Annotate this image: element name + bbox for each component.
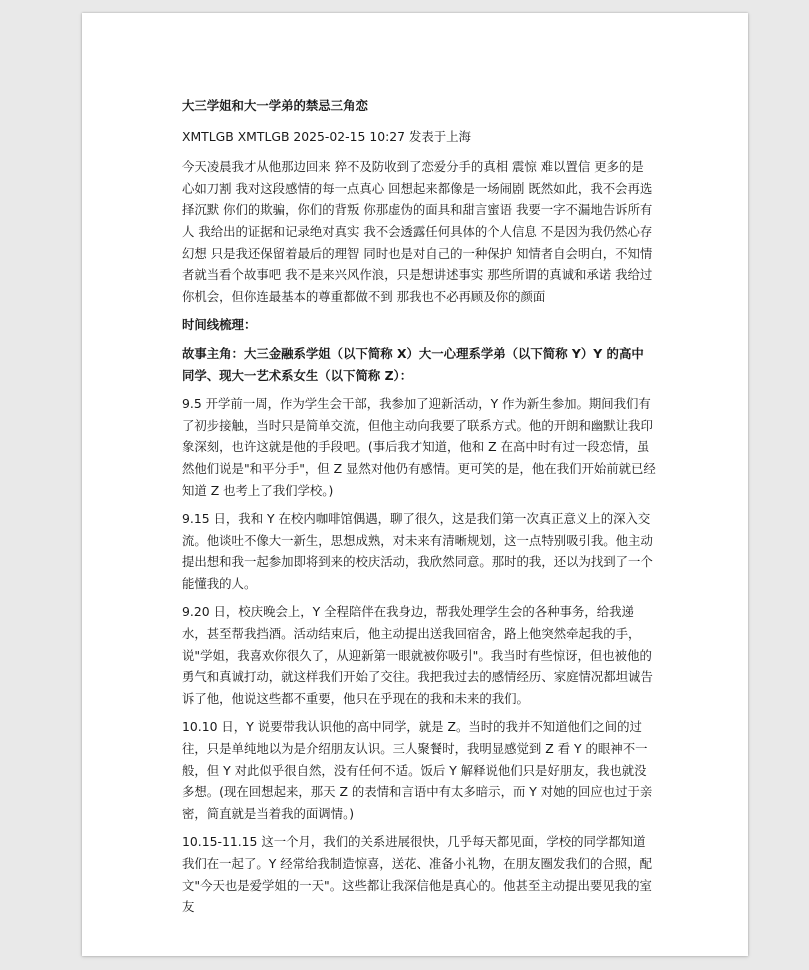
timeline-entry: 10.10 日，Y 说要带我认识他的高中同学，就是 Z。当时的我并不知道他们之间的过往，只是单纯地以为是介绍朋友认识。三人聚餐时，我明显感觉到 Z 看 Y 的眼神不一般，但 Y 对此似乎很自然，没有任何不适。饭后 Y 解释说他们只是好朋友，我也就没多想。(现在回想起来，那天 Z 的表情和言语中有太多暗示，而 Y 对她的回应也过于亲密，简直就是当着我的面调情。) xyxy=(182,719,653,821)
document-body xyxy=(182,95,656,925)
timeline-entry: 9.5 开学前一周，作为学生会干部，我参加了迎新活动，Y 作为新生参加。期间我们有了初步接触，当时只是简单交流，但他主动向我要了联系方式。他的开朗和幽默让我印象深刻，也许这就是他的手段吧。(事后我才知道，他和 Z 在高中时有过一段恋情，虽然他们说是"和平分手"，但 Z 显然对他仍有感情。更可笑的是，他在我们开始前就已经知道 Z 也考上了我们学校。) xyxy=(182,396,656,498)
timeline-entry: 9.20 日，校庆晚会上，Y 全程陪伴在我身边，帮我处理学生会的各种事务，给我递水，甚至帮我挡酒。活动结束后，他主动提出送我回宿舍，路上他突然牵起我的手，说"学姐，我喜欢你很久了，从迎新第一眼就被你吸引"。我当时有些惊讶，但也被他的勇气和真诚打动，就这样我们开始了交往。我把我过去的感情经历、家庭情况都坦诚告诉了他，他说这些都不重要，他只在乎现在的我和未来的我们。 xyxy=(182,604,653,706)
document-title: 大三学姐和大一学弟的禁忌三角恋 xyxy=(182,98,368,113)
document-page xyxy=(82,13,748,956)
timeline-heading: 时间线梳理： xyxy=(182,317,257,333)
author-meta-line: XMTLGB XMTLGB 2025-02-15 10:27 发表于上海 xyxy=(182,128,471,144)
characters-paragraph: 故事主角：大三金融系学姐（以下简称 X）大一心理系学弟（以下简称 Y）Y 的高中同学、现大一艺术系女生（以下简称 Z）： xyxy=(182,345,644,383)
timeline-entry: 9.15 日，我和 Y 在校内咖啡馆偶遇，聊了很久，这是我们第一次真正意义上的深入交流。他谈吐不像大一新生，思想成熟，对未来有清晰规划，这一点特别吸引我。他主动提出想和我一起参加即将到来的校庆活动，我欣然同意。那时的我，还以为找到了一个能懂我的人。 xyxy=(182,511,653,591)
timeline-entry: 10.15-11.15 这一个月，我们的关系进展很快，几乎每天都见面，学校的同学都知道我们在一起了。Y 经常给我制造惊喜，送花、准备小礼物，在朋友圈发我们的合照，配文"今天也是爱学姐的一天"。这些都让我深信他是真心的。他甚至主动提出要见我的室友 xyxy=(182,834,652,915)
intro-paragraph: 今天凌晨我才从他那边回来 猝不及防收到了恋爱分手的真相 震惊 难以置信 更多的是心如刀割 我对这段感情的每一点真心 回想起来都像是一场闹剧 既然如此，我不会再选择沉默 你们的欺骗，你们的背叛 你那虚伪的面具和甜言蜜语 我要一字不漏地告诉所有人 我给出的证据和记录绝对真实 我不会透露任何具体的个人信息 不是因为我仍然心存幻想 只是我还保留着最后的理智 同时也是对自己的一种保护 知情者自会明白，不知情者就当看个故事吧 我不是来兴风作浪，只是想讲述事实 那些所谓的真诚和承诺 我给过你机会，但你连最基本的尊重都做不到 那我也不必再顾及你的颜面 xyxy=(182,159,653,304)
